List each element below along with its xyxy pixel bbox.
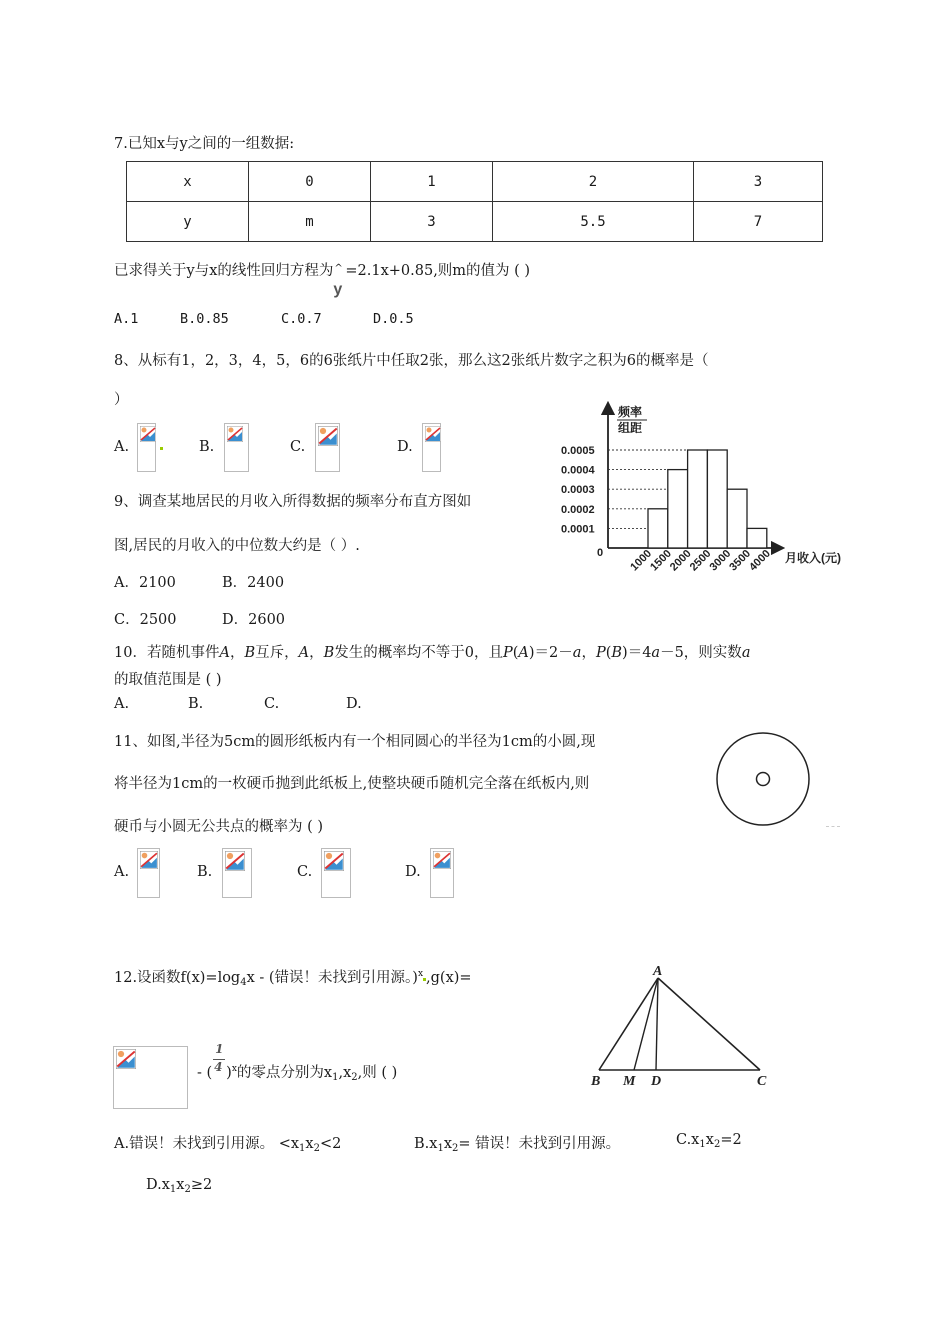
text: 的零点分别为x <box>236 1065 333 1081</box>
subscript: 2 <box>184 1184 191 1195</box>
vertex-label-b: B <box>591 1074 601 1089</box>
text: x <box>176 1177 185 1193</box>
q12-line1 <box>114 966 472 988</box>
q8-option-c[interactable]: C. <box>290 439 306 455</box>
vertex-label-c: C <box>757 1074 767 1089</box>
broken-image-icon <box>222 848 252 898</box>
histogram-bar <box>727 489 747 548</box>
text: <2 <box>319 1136 342 1152</box>
option-c[interactable]: C.0.7 <box>281 311 322 327</box>
q12-line2 <box>197 1042 398 1083</box>
text: ) <box>226 1065 232 1081</box>
side-ab <box>599 978 658 1070</box>
broken-image-icon <box>315 423 340 472</box>
point-label-m: M <box>623 1074 636 1089</box>
subscript: 1 <box>437 1143 444 1154</box>
broken-image-icon <box>321 848 351 898</box>
decorative-mark <box>826 826 840 829</box>
q11-option-a[interactable]: A. <box>114 864 130 880</box>
q11-line1: 11、如图,半径为5cm的圆形纸板内有一个相同圆心的半径为1cm的小圆,现 <box>114 734 596 750</box>
q9-option-d[interactable]: D．2600 <box>222 612 286 628</box>
q12-option-b[interactable] <box>414 1132 620 1154</box>
x-tick-label: 2000 <box>667 547 694 574</box>
x-tick-label: 3500 <box>727 547 754 574</box>
segment-ad <box>656 978 658 1070</box>
text: A.错误！未找到引用源。 <x <box>114 1136 300 1152</box>
y-label-bottom: 组距 <box>618 421 643 435</box>
subscript: 1 <box>169 1184 177 1195</box>
y-tick-label: 0.0004 <box>561 464 595 477</box>
histogram-bar <box>688 450 708 548</box>
dot-mark <box>160 447 163 450</box>
y-tick-label: 0.0003 <box>561 484 595 497</box>
q11-option-d[interactable]: D. <box>405 864 421 880</box>
text: D.x <box>146 1177 170 1193</box>
x-tick-label: 1000 <box>628 547 655 574</box>
subscript: 2 <box>452 1143 459 1154</box>
subscript: 1 <box>299 1143 306 1154</box>
q7-stem: 7.已知x与y之间的一组数据: <box>114 136 295 152</box>
y-hat: y <box>333 281 343 298</box>
q9-line1: 9、调查某地居民的月收入所得数据的频率分布直方图如 <box>114 494 472 510</box>
q10-option-a[interactable]: A. <box>114 696 130 712</box>
table-cell: m <box>249 202 371 242</box>
text: x <box>443 1136 453 1152</box>
q12-option-a[interactable] <box>114 1132 341 1154</box>
y-tick-label: 0.0005 <box>561 445 595 457</box>
text: 12.设函数f(x)=log <box>114 970 241 986</box>
y-label-top: 频率 <box>618 405 643 419</box>
table-cell: 5.5 <box>493 202 694 242</box>
income-histogram <box>555 400 885 590</box>
histogram-bar <box>747 528 767 548</box>
text: x <box>705 1132 714 1148</box>
q10-option-b[interactable]: B. <box>188 696 204 712</box>
table-cell: x <box>127 162 249 202</box>
q9-option-a[interactable]: A．2100 <box>114 575 176 591</box>
q12-option-c[interactable] <box>676 1132 742 1150</box>
q7-data-table <box>126 161 823 242</box>
broken-image-icon <box>422 423 441 472</box>
side-ac <box>658 978 760 1070</box>
q8-stem: 8、从标有1，2，3，4，5，6的6张纸片中任取2张，那么这2张纸片数字之积为6的概率是（ <box>114 353 709 369</box>
table-cell: y <box>127 202 249 242</box>
table-cell: 2 <box>493 162 694 202</box>
q8-option-b[interactable]: B. <box>199 439 215 455</box>
q7-regression-line <box>114 259 531 298</box>
text: B.x <box>414 1136 438 1152</box>
x-tick-label: 1500 <box>648 547 674 574</box>
q12-option-d[interactable] <box>146 1177 212 1195</box>
subscript: 2 <box>313 1143 320 1154</box>
option-a[interactable]: A.1 <box>114 311 139 327</box>
concentric-circles-figure <box>713 729 813 829</box>
q7-options <box>114 311 414 327</box>
histogram-bar <box>648 509 668 548</box>
text: x <box>305 1136 314 1152</box>
table-cell: 0 <box>249 162 371 202</box>
table-cell: 3 <box>694 162 823 202</box>
broken-image-icon <box>137 848 160 898</box>
origin-label: 0 <box>597 547 604 559</box>
text: =2.1x+0.85,则m的值为 ( ) <box>345 263 531 279</box>
q8-option-a[interactable]: A. <box>114 439 130 455</box>
text: ≥2 <box>190 1177 213 1193</box>
text: x - (错误！未找到引用源。) <box>246 970 418 986</box>
q11-line3: 硬币与小圆无公共点的概率为 ( ) <box>114 819 324 835</box>
x-tick-label: 3000 <box>707 547 734 574</box>
superscript: x <box>417 969 424 979</box>
histogram-bar <box>668 470 688 548</box>
superscript: x <box>231 1064 237 1074</box>
q9-line2: 图,居民的月收入的中位数大约是（ ）. <box>114 538 360 554</box>
x-label: 月收入(元) <box>785 551 841 565</box>
text: ,g(x)= <box>426 970 472 986</box>
subscript: 2 <box>713 1139 721 1150</box>
q11-option-c[interactable]: C. <box>297 864 313 880</box>
text: ,则 ( ) <box>357 1065 398 1081</box>
table-cell: 1 <box>371 162 493 202</box>
hat-symbol: ^ <box>334 263 343 274</box>
q8-option-d[interactable]: D. <box>397 439 413 455</box>
x-tick-label: 4000 <box>747 547 773 574</box>
q10-option-c[interactable]: C. <box>264 696 280 712</box>
q11-line2: 将半径为1cm的一枚硬币抛到此纸板上,使整块硬币随机完全落在纸板内,则 <box>114 776 590 792</box>
q9-option-b[interactable]: B．2400 <box>222 575 285 591</box>
q11-option-b[interactable]: B. <box>197 864 213 880</box>
fraction-denominator: 4 <box>214 1060 223 1074</box>
subscript: 4 <box>240 977 247 988</box>
inner-circle <box>757 773 770 786</box>
x-tick-label: 2500 <box>687 547 714 574</box>
vertex-label-a: A <box>653 964 663 979</box>
text: 已求得关于y与x的线性回归方程为 <box>114 263 334 279</box>
q10-line2: 的取值范围是 ( ) <box>114 672 222 688</box>
outer-circle <box>717 733 809 825</box>
q9-option-c[interactable]: C．2500 <box>114 612 177 628</box>
broken-image-icon <box>224 423 249 472</box>
broken-image-icon <box>137 423 156 472</box>
fraction-numerator: 1 <box>215 1042 224 1056</box>
subscript: 1 <box>699 1139 706 1150</box>
q10-option-d[interactable]: D. <box>346 696 362 712</box>
q10-line1: 10．若随机事件A，B互斥，A，B发生的概率均不等于0，且P(A)＝2－a，P(B)＝4a－5，则实数a <box>114 645 751 661</box>
q8-stem-end: ） <box>114 392 129 408</box>
histogram-bar <box>707 450 727 548</box>
text: C.x <box>676 1132 700 1148</box>
option-b[interactable]: B.0.85 <box>180 311 229 327</box>
text: =2 <box>720 1132 742 1148</box>
option-d[interactable]: D.0.5 <box>373 311 414 327</box>
broken-image-icon <box>113 1046 188 1109</box>
broken-image-icon <box>430 848 454 898</box>
text: = 错误！未找到引用源。 <box>458 1136 621 1152</box>
y-tick-label: 0.0002 <box>561 503 595 516</box>
text: ,x <box>338 1065 352 1081</box>
segment-am <box>634 978 658 1070</box>
subscript: 1 <box>332 1072 339 1083</box>
triangle-figure <box>585 961 785 1091</box>
text: - ( <box>197 1065 213 1081</box>
subscript: 2 <box>351 1072 358 1083</box>
y-tick-label: 0.0001 <box>561 523 595 536</box>
point-label-d: D <box>651 1074 662 1089</box>
table-cell: 3 <box>371 202 493 242</box>
table-cell: 7 <box>694 202 823 242</box>
